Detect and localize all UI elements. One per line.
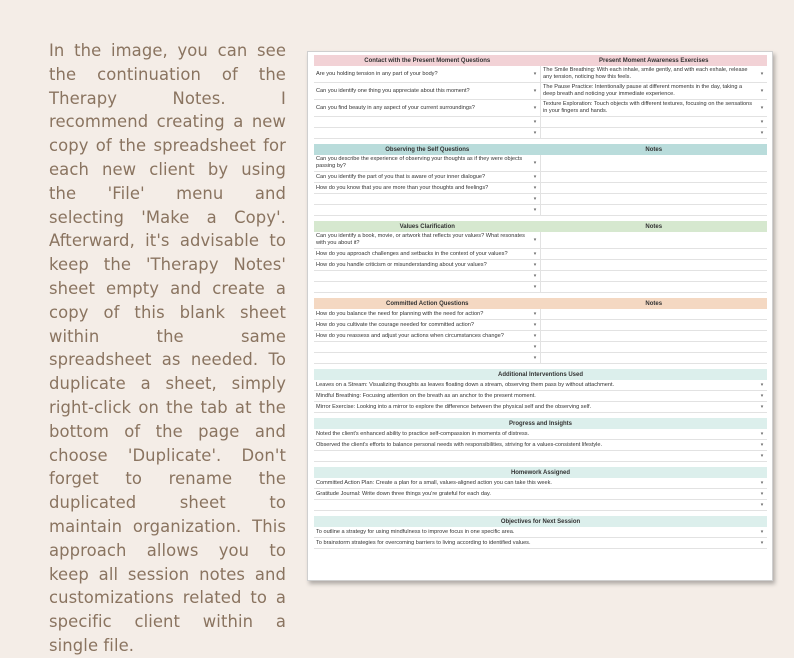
sheet-cell[interactable] <box>314 309 540 319</box>
sheet-cell[interactable] <box>314 128 540 138</box>
sheet-cell[interactable] <box>314 282 540 292</box>
sheet-cell[interactable] <box>314 451 767 461</box>
dropdown-arrow-icon[interactable]: ▾ <box>533 195 537 202</box>
sheet-cell[interactable] <box>540 320 767 330</box>
table-row <box>314 380 767 391</box>
dropdown-arrow-icon[interactable]: ▾ <box>533 206 537 213</box>
objectives-header: Objectives for Next Session <box>314 516 767 527</box>
present-moment-header <box>314 55 767 66</box>
table-row <box>314 342 767 353</box>
sheet-cell[interactable] <box>314 100 540 116</box>
table-row <box>314 194 767 205</box>
table-row <box>314 128 767 139</box>
cell-text: Committed Action Plan: Create a plan for a small, values-aligned action you can take this week. <box>316 479 552 486</box>
sheet-cell[interactable] <box>540 183 767 193</box>
dropdown-arrow-icon[interactable]: ▾ <box>760 403 764 410</box>
table-row <box>314 331 767 342</box>
cell-text: Leaves on a Stream: Visualizing thoughts as leaves floating down a stream, observing them pass by without attachment. <box>316 381 615 388</box>
sheet-cell[interactable] <box>314 331 540 341</box>
observing-self-section <box>314 144 767 216</box>
table-row <box>314 271 767 282</box>
values-questions-header: Values Clarification <box>399 223 455 230</box>
sheet-cell[interactable] <box>314 402 767 412</box>
table-row <box>314 309 767 320</box>
table-row <box>314 353 767 364</box>
dropdown-arrow-icon[interactable]: ▾ <box>533 354 537 361</box>
sheet-cell[interactable] <box>540 117 767 127</box>
dropdown-arrow-icon[interactable]: ▾ <box>760 381 764 388</box>
table-row <box>314 155 767 172</box>
dropdown-arrow-icon[interactable]: ▾ <box>533 310 537 317</box>
table-row <box>314 440 767 451</box>
values-notes-header: Notes <box>645 223 663 230</box>
cell-text: To brainstorm strategies for overcoming barriers to living according to identified values. <box>316 539 531 546</box>
cell-text: Gratitude Journal: Write down three things you're grateful for each day. <box>316 490 491 497</box>
sheet-cell[interactable] <box>540 194 767 204</box>
sheet-cell[interactable] <box>314 320 540 330</box>
sheet-cell[interactable] <box>540 309 767 319</box>
sheet-cell[interactable] <box>314 342 540 352</box>
dropdown-arrow-icon[interactable]: ▾ <box>760 501 764 508</box>
sheet-cell[interactable] <box>314 429 767 439</box>
dropdown-arrow-icon[interactable]: ▾ <box>760 70 764 77</box>
dropdown-arrow-icon[interactable]: ▾ <box>533 343 537 350</box>
table-row <box>314 527 767 538</box>
sheet-cell[interactable] <box>314 478 767 488</box>
dropdown-arrow-icon[interactable]: ▾ <box>760 104 764 111</box>
sheet-cell[interactable] <box>314 538 767 548</box>
sheet-cell[interactable] <box>314 440 767 450</box>
dropdown-arrow-icon[interactable]: ▾ <box>533 129 537 136</box>
sheet-cell[interactable] <box>540 205 767 215</box>
cell-text: How do you cultivate the courage needed for committed action? <box>316 321 474 328</box>
sheet-cell[interactable] <box>314 205 540 215</box>
committed-action-notes-header: Notes <box>645 300 663 307</box>
table-row <box>314 478 767 489</box>
sheet-cell[interactable] <box>314 260 540 270</box>
table-row <box>314 391 767 402</box>
sheet-cell[interactable] <box>314 353 540 363</box>
cell-text: How do you know that you are more than your thoughts and feelings? <box>316 184 489 191</box>
sheet-cell[interactable] <box>314 249 540 259</box>
cell-text: Can you find beauty in any aspect of your current surroundings? <box>316 104 475 111</box>
dropdown-arrow-icon[interactable]: ▾ <box>760 129 764 136</box>
cell-text: Mirror Exercise: Looking into a mirror to explore the difference between the physical self and the observing self. <box>316 403 592 410</box>
cell-text: Observed the client's efforts to balance personal needs with responsibilities, striving for a values-consistent lifestyle. <box>316 441 603 448</box>
table-row <box>314 172 767 183</box>
cell-text: Can you identify a book, movie, or artwork that reflects your values? What resonates with you about it? <box>316 233 525 246</box>
dropdown-arrow-icon[interactable]: ▾ <box>533 104 537 111</box>
sheet-cell[interactable] <box>540 260 767 270</box>
progress-section <box>314 418 767 462</box>
table-row <box>314 402 767 413</box>
cell-text: Noted the client's enhanced ability to practice self-compassion in moments of distress. <box>316 430 530 437</box>
table-row <box>314 249 767 260</box>
cell-text: How do you reassess and adjust your actions when circumstances change? <box>316 332 504 339</box>
cell-text: Can you identify the part of you that is aware of your inner dialogue? <box>316 173 486 180</box>
cell-text: The Pause Practice: Intentionally pause at different moments in the day, taking a deep breath and noticing your immediate experience. <box>543 84 743 97</box>
table-row <box>314 260 767 271</box>
present-moment-section <box>314 55 767 139</box>
values-section <box>314 221 767 293</box>
interventions-header: Additional Interventions Used <box>314 369 767 380</box>
cell-text: Are you holding tension in any part of your body? <box>316 70 438 77</box>
sheet-cell[interactable] <box>540 342 767 352</box>
values-header <box>314 221 767 232</box>
homework-header: Homework Assigned <box>314 467 767 478</box>
dropdown-arrow-icon[interactable]: ▾ <box>760 528 764 535</box>
table-row <box>314 205 767 216</box>
sheet-cell[interactable] <box>540 100 767 116</box>
dropdown-arrow-icon[interactable]: ▾ <box>760 490 764 497</box>
dropdown-arrow-icon[interactable]: ▾ <box>533 321 537 328</box>
observing-self-header <box>314 144 767 155</box>
dropdown-arrow-icon[interactable]: ▾ <box>533 250 537 257</box>
table-row <box>314 320 767 331</box>
sheet-cell[interactable] <box>314 83 540 99</box>
dropdown-arrow-icon[interactable]: ▾ <box>760 539 764 546</box>
dropdown-arrow-icon[interactable]: ▾ <box>760 441 764 448</box>
table-row <box>314 500 767 511</box>
dropdown-arrow-icon[interactable]: ▾ <box>533 70 537 77</box>
dropdown-arrow-icon[interactable]: ▾ <box>533 184 537 191</box>
table-row <box>314 66 767 83</box>
cell-text: Mindful Breathing: Focusing attention on the breath as an anchor to the present moment. <box>316 392 536 399</box>
table-row <box>314 489 767 500</box>
cell-text: Texture Exploration: Touch objects with different textures, focusing on the sensations in your fingers and hands. <box>543 101 753 114</box>
dropdown-arrow-icon[interactable]: ▾ <box>760 452 764 459</box>
spreadsheet-preview <box>307 51 773 581</box>
sheet-cell[interactable] <box>314 232 540 248</box>
dropdown-arrow-icon[interactable]: ▾ <box>760 430 764 437</box>
table-row <box>314 117 767 128</box>
cell-text: How do you approach challenges and setbacks in the context of your values? <box>316 250 508 257</box>
homework-section <box>314 467 767 511</box>
sheet-cell[interactable] <box>540 282 767 292</box>
sheet-cell[interactable] <box>314 500 767 510</box>
sheet-cell[interactable] <box>314 155 540 171</box>
sheet-cell[interactable] <box>314 172 540 182</box>
sheet-cell[interactable] <box>314 183 540 193</box>
dropdown-arrow-icon[interactable]: ▾ <box>533 283 537 290</box>
dropdown-arrow-icon[interactable]: ▾ <box>533 261 537 268</box>
dropdown-arrow-icon[interactable]: ▾ <box>533 173 537 180</box>
cell-text: How do you balance the need for planning with the need for action? <box>316 310 484 317</box>
cell-text: The Smile Breathing: With each inhale, smile gently, and with each exhale, release any tension, noticing how this feels. <box>543 67 748 80</box>
intro-paragraph: In the image, you can see the continuation of the Therapy Notes. I recommend creating a new copy of the spreadsheet for each new client by using the 'File' menu and selecting 'Make a Copy'. Afterward, it's advisable to keep the 'Therapy Notes' sheet empty and create a copy of this blank sheet within the same spreadsheet as needed. To duplicate a sheet, simply right-click on the tab at the bottom of the page and choose 'Duplicate'. Don't forget to rename the duplicated sheet to maintain organization. This approach allows you to keep all session notes and customizations related to a specific client within a single file. <box>49 41 286 655</box>
sheet-cell[interactable] <box>314 527 767 537</box>
dropdown-arrow-icon[interactable]: ▾ <box>533 272 537 279</box>
dropdown-arrow-icon[interactable]: ▾ <box>760 479 764 486</box>
sheet-cell[interactable] <box>314 117 540 127</box>
dropdown-arrow-icon[interactable]: ▾ <box>533 87 537 94</box>
cell-text: Can you identify one thing you appreciate about this moment? <box>316 87 470 94</box>
dropdown-arrow-icon[interactable]: ▾ <box>533 159 537 166</box>
table-row <box>314 83 767 100</box>
sheet-cell[interactable] <box>314 66 540 82</box>
table-row <box>314 183 767 194</box>
dropdown-arrow-icon[interactable]: ▾ <box>760 392 764 399</box>
table-row <box>314 282 767 293</box>
dropdown-arrow-icon[interactable]: ▾ <box>760 87 764 94</box>
committed-action-header <box>314 298 767 309</box>
sheet-cell[interactable] <box>540 83 767 99</box>
table-row <box>314 429 767 440</box>
committed-action-section <box>314 298 767 364</box>
sheet-cell[interactable] <box>314 489 767 499</box>
sheet-cell[interactable] <box>540 353 767 363</box>
cell-text: How do you handle criticism or misunderstanding about your values? <box>316 261 487 268</box>
sheet-cell[interactable] <box>540 271 767 281</box>
table-row <box>314 100 767 117</box>
sheet-cell[interactable] <box>540 155 767 171</box>
present-moment-questions-header: Contact with the Present Moment Questions <box>364 57 491 64</box>
sheet-cell[interactable] <box>314 380 767 390</box>
dropdown-arrow-icon[interactable]: ▾ <box>760 118 764 125</box>
sheet-cell[interactable] <box>314 194 540 204</box>
objectives-section <box>314 516 767 549</box>
dropdown-arrow-icon[interactable]: ▾ <box>533 236 537 243</box>
observing-self-notes-header: Notes <box>645 146 663 153</box>
interventions-section <box>314 369 767 413</box>
table-row <box>314 451 767 462</box>
sheet-cell[interactable] <box>314 271 540 281</box>
progress-header: Progress and Insights <box>314 418 767 429</box>
observing-self-questions-header: Observing the Self Questions <box>385 146 470 153</box>
sheet-cell[interactable] <box>540 66 767 82</box>
cell-text: Can you describe the experience of observing your thoughts as if they were objects passing by? <box>316 156 523 169</box>
sheet-cell[interactable] <box>540 249 767 259</box>
committed-action-questions-header: Committed Action Questions <box>386 300 469 307</box>
sheet-cell[interactable] <box>540 128 767 138</box>
dropdown-arrow-icon[interactable]: ▾ <box>533 118 537 125</box>
sheet-cell[interactable] <box>540 331 767 341</box>
cell-text: To outline a strategy for using mindfulness to improve focus in one specific area. <box>316 528 515 535</box>
table-row <box>314 232 767 249</box>
sheet-cell[interactable] <box>540 172 767 182</box>
sheet-cell[interactable] <box>540 232 767 248</box>
present-moment-exercises-header: Present Moment Awareness Exercises <box>599 57 709 64</box>
dropdown-arrow-icon[interactable]: ▾ <box>533 332 537 339</box>
sheet-cell[interactable] <box>314 391 767 401</box>
table-row <box>314 538 767 549</box>
